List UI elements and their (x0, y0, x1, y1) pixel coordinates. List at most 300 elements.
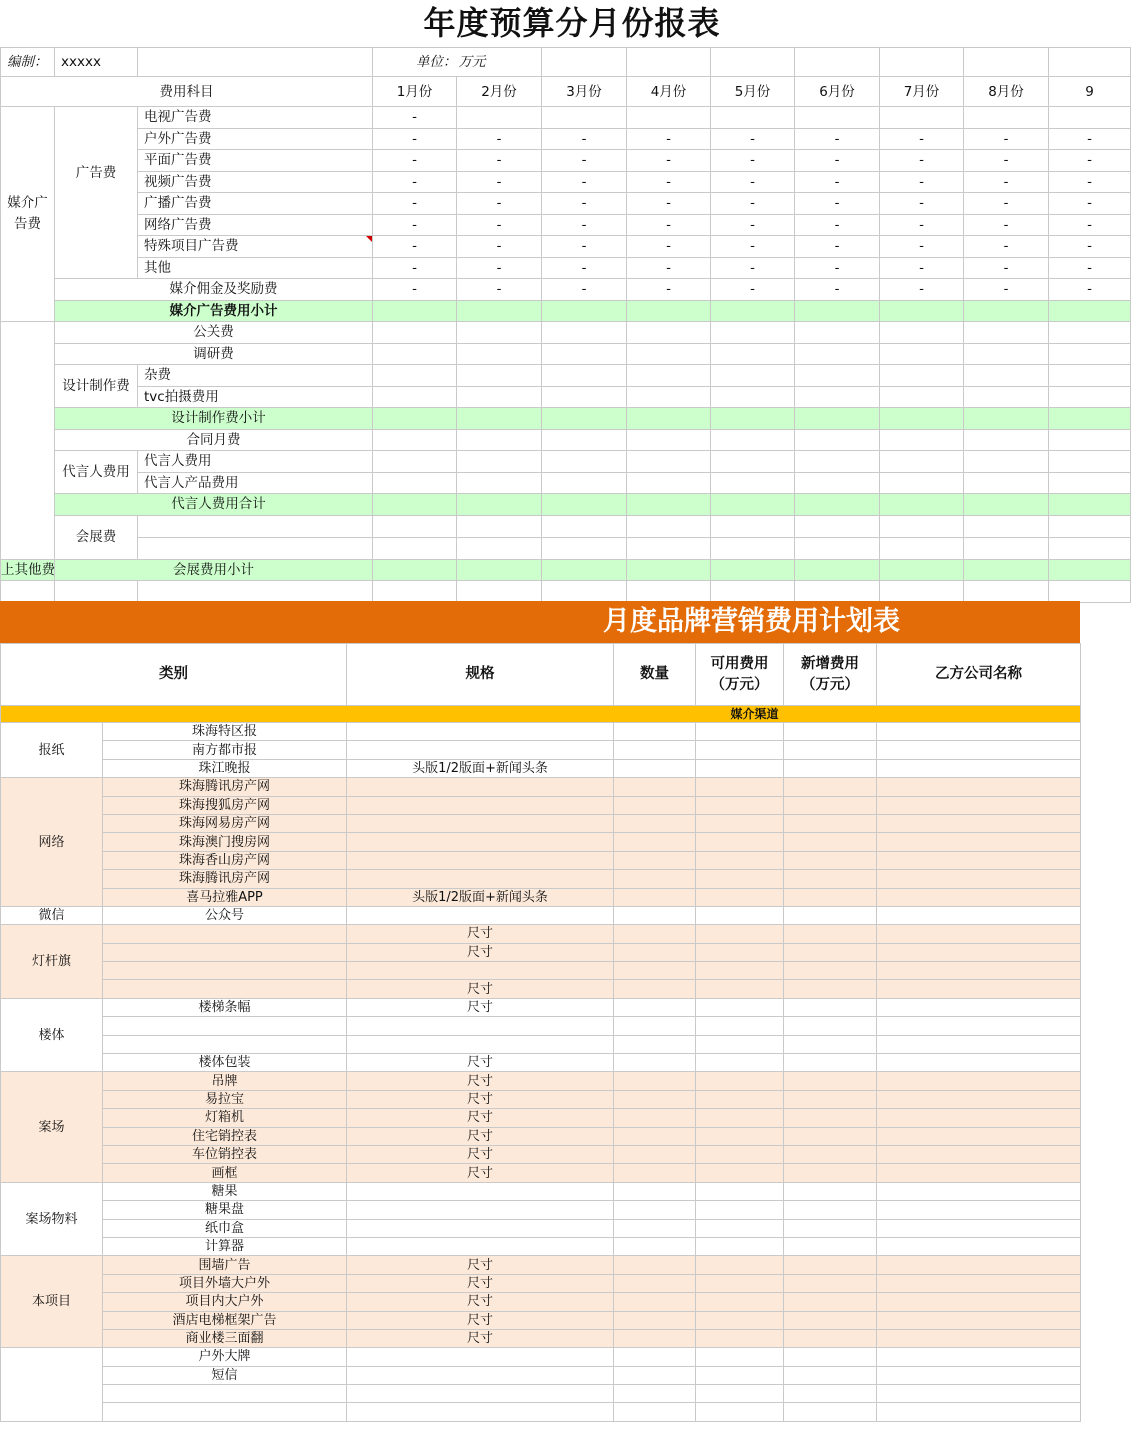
value-cell[interactable] (880, 515, 964, 537)
value-cell[interactable]: - (542, 257, 627, 279)
value-cell[interactable] (1049, 322, 1131, 344)
vendor-cell[interactable] (877, 741, 1081, 759)
spec-cell[interactable]: 尺寸 (347, 998, 614, 1016)
added-cell[interactable] (784, 870, 877, 888)
item-name[interactable]: 喜马拉雅APP (103, 888, 347, 906)
value-cell[interactable] (795, 494, 880, 516)
value-cell[interactable]: - (795, 279, 880, 301)
value-cell[interactable] (542, 365, 627, 387)
added-cell[interactable] (784, 1164, 877, 1182)
added-cell[interactable] (784, 759, 877, 777)
item-name[interactable]: 吊牌 (103, 1072, 347, 1090)
spec-cell[interactable] (347, 1348, 614, 1366)
value-cell[interactable]: - (373, 171, 457, 193)
qty-cell[interactable] (614, 1366, 696, 1384)
value-cell[interactable]: - (1049, 150, 1131, 172)
added-cell[interactable] (784, 1109, 877, 1127)
vendor-cell[interactable] (877, 778, 1081, 796)
value-cell[interactable] (373, 386, 457, 408)
value-cell[interactable]: - (457, 236, 542, 258)
qty-cell[interactable] (614, 833, 696, 851)
value-cell[interactable] (964, 365, 1049, 387)
value-cell[interactable]: - (880, 171, 964, 193)
spec-cell[interactable] (347, 1219, 614, 1237)
qty-cell[interactable] (614, 1145, 696, 1163)
qty-cell[interactable] (614, 759, 696, 777)
available-cell[interactable] (696, 1145, 784, 1163)
value-cell[interactable]: - (795, 128, 880, 150)
qty-cell[interactable] (614, 1237, 696, 1255)
value-cell[interactable] (542, 515, 627, 537)
spec-cell[interactable] (347, 1201, 614, 1219)
value-cell[interactable] (1049, 429, 1131, 451)
value-cell[interactable]: - (542, 171, 627, 193)
value-cell[interactable] (795, 107, 880, 129)
value-cell[interactable]: - (373, 128, 457, 150)
item-name[interactable]: 珠海腾讯房产网 (103, 870, 347, 888)
qty-cell[interactable] (614, 870, 696, 888)
value-cell[interactable] (373, 559, 457, 581)
value-cell[interactable] (627, 300, 711, 322)
value-cell[interactable] (711, 494, 795, 516)
qty-cell[interactable] (614, 1090, 696, 1108)
value-cell[interactable] (795, 559, 880, 581)
vendor-cell[interactable] (877, 1237, 1081, 1255)
value-cell[interactable] (627, 559, 711, 581)
vendor-cell[interactable] (877, 1293, 1081, 1311)
qty-cell[interactable] (614, 814, 696, 832)
value-cell[interactable] (1049, 107, 1131, 129)
vendor-cell[interactable] (877, 1164, 1081, 1182)
vendor-cell[interactable] (877, 1201, 1081, 1219)
value-cell[interactable]: - (457, 257, 542, 279)
item-name[interactable]: 短信 (103, 1366, 347, 1384)
value-cell[interactable]: - (795, 257, 880, 279)
value-cell[interactable] (795, 472, 880, 494)
added-cell[interactable] (784, 1237, 877, 1255)
value-cell[interactable] (880, 107, 964, 129)
spec-cell[interactable] (347, 1385, 614, 1403)
value-cell[interactable] (627, 322, 711, 344)
available-cell[interactable] (696, 1256, 784, 1274)
item-name[interactable] (103, 1403, 347, 1421)
available-cell[interactable] (696, 1201, 784, 1219)
item-name[interactable]: 糖果 (103, 1182, 347, 1200)
value-cell[interactable]: - (373, 279, 457, 301)
spec-cell[interactable] (347, 962, 614, 980)
value-cell[interactable]: - (373, 214, 457, 236)
available-cell[interactable] (696, 796, 784, 814)
qty-cell[interactable] (614, 1109, 696, 1127)
spec-cell[interactable] (347, 741, 614, 759)
vendor-cell[interactable] (877, 1017, 1081, 1035)
qty-cell[interactable] (614, 1403, 696, 1421)
value-cell[interactable] (627, 429, 711, 451)
item-name[interactable] (103, 1035, 347, 1053)
value-cell[interactable] (542, 343, 627, 365)
spec-cell[interactable]: 尺寸 (347, 1256, 614, 1274)
available-cell[interactable] (696, 741, 784, 759)
qty-cell[interactable] (614, 1329, 696, 1347)
value-cell[interactable] (795, 451, 880, 473)
vendor-cell[interactable] (877, 1182, 1081, 1200)
available-cell[interactable] (696, 1054, 784, 1072)
vendor-cell[interactable] (877, 1256, 1081, 1274)
item-name[interactable]: 珠海香山房产网 (103, 851, 347, 869)
spec-cell[interactable] (347, 1237, 614, 1255)
value-cell[interactable]: - (542, 128, 627, 150)
value-cell[interactable] (627, 472, 711, 494)
value-cell[interactable] (880, 472, 964, 494)
added-cell[interactable] (784, 1127, 877, 1145)
item-name[interactable]: 画框 (103, 1164, 347, 1182)
value-cell[interactable]: - (1049, 193, 1131, 215)
value-cell[interactable]: - (880, 257, 964, 279)
vendor-cell[interactable] (877, 906, 1081, 924)
value-cell[interactable] (711, 107, 795, 129)
vendor-cell[interactable] (877, 1329, 1081, 1347)
value-cell[interactable] (795, 537, 880, 559)
value-cell[interactable]: - (627, 257, 711, 279)
spec-cell[interactable]: 尺寸 (347, 1329, 614, 1347)
value-cell[interactable] (542, 107, 627, 129)
vendor-cell[interactable] (877, 814, 1081, 832)
value-cell[interactable] (627, 515, 711, 537)
value-cell[interactable]: - (457, 193, 542, 215)
value-cell[interactable]: - (373, 236, 457, 258)
value-cell[interactable]: - (711, 128, 795, 150)
value-cell[interactable] (964, 408, 1049, 430)
value-cell[interactable] (457, 559, 542, 581)
vendor-cell[interactable] (877, 759, 1081, 777)
item-name[interactable]: 纸巾盒 (103, 1219, 347, 1237)
value-cell[interactable] (373, 494, 457, 516)
value-cell[interactable] (711, 343, 795, 365)
qty-cell[interactable] (614, 851, 696, 869)
available-cell[interactable] (696, 833, 784, 851)
value-cell[interactable]: - (373, 257, 457, 279)
added-cell[interactable] (784, 943, 877, 961)
available-cell[interactable] (696, 1164, 784, 1182)
value-cell[interactable]: - (964, 214, 1049, 236)
available-cell[interactable] (696, 1182, 784, 1200)
value-cell[interactable] (880, 386, 964, 408)
item-name[interactable]: 住宅销控表 (103, 1127, 347, 1145)
added-cell[interactable] (784, 723, 877, 741)
value-cell[interactable] (373, 537, 457, 559)
added-cell[interactable] (784, 814, 877, 832)
available-cell[interactable] (696, 906, 784, 924)
qty-cell[interactable] (614, 998, 696, 1016)
vendor-cell[interactable] (877, 925, 1081, 943)
spec-cell[interactable] (347, 778, 614, 796)
value-cell[interactable] (373, 581, 457, 603)
value-cell[interactable] (627, 494, 711, 516)
value-cell[interactable] (711, 581, 795, 603)
item-name[interactable]: 楼梯条幅 (103, 998, 347, 1016)
available-cell[interactable] (696, 925, 784, 943)
added-cell[interactable] (784, 1054, 877, 1072)
value-cell[interactable]: - (711, 214, 795, 236)
value-cell[interactable] (1049, 365, 1131, 387)
value-cell[interactable] (880, 537, 964, 559)
value-cell[interactable] (457, 494, 542, 516)
qty-cell[interactable] (614, 943, 696, 961)
available-cell[interactable] (696, 1329, 784, 1347)
available-cell[interactable] (696, 814, 784, 832)
spec-cell[interactable] (347, 1017, 614, 1035)
vendor-cell[interactable] (877, 1219, 1081, 1237)
value-cell[interactable]: - (1049, 171, 1131, 193)
value-cell[interactable] (964, 322, 1049, 344)
value-cell[interactable]: - (373, 150, 457, 172)
value-cell[interactable] (542, 537, 627, 559)
value-cell[interactable] (373, 343, 457, 365)
added-cell[interactable] (784, 851, 877, 869)
value-cell[interactable] (1049, 559, 1131, 581)
item-name[interactable]: 南方都市报 (103, 741, 347, 759)
value-cell[interactable]: - (795, 236, 880, 258)
value-cell[interactable] (457, 107, 542, 129)
value-cell[interactable] (880, 581, 964, 603)
value-cell[interactable] (457, 322, 542, 344)
available-cell[interactable] (696, 870, 784, 888)
item-name[interactable]: 珠海澳门搜房网 (103, 833, 347, 851)
value-cell[interactable] (711, 300, 795, 322)
value-cell[interactable] (964, 515, 1049, 537)
value-cell[interactable] (1049, 581, 1131, 603)
value-cell[interactable] (711, 365, 795, 387)
value-cell[interactable]: - (373, 107, 457, 129)
spec-cell[interactable]: 头版1/2版面+新闻头条 (347, 759, 614, 777)
added-cell[interactable] (784, 998, 877, 1016)
value-cell[interactable] (795, 343, 880, 365)
vendor-cell[interactable] (877, 851, 1081, 869)
value-cell[interactable]: - (711, 279, 795, 301)
available-cell[interactable] (696, 1072, 784, 1090)
value-cell[interactable]: - (1049, 279, 1131, 301)
value-cell[interactable] (795, 365, 880, 387)
value-cell[interactable] (964, 343, 1049, 365)
value-cell[interactable] (795, 515, 880, 537)
available-cell[interactable] (696, 1219, 784, 1237)
value-cell[interactable]: - (964, 236, 1049, 258)
vendor-cell[interactable] (877, 1348, 1081, 1366)
value-cell[interactable] (711, 429, 795, 451)
available-cell[interactable] (696, 1293, 784, 1311)
value-cell[interactable] (542, 472, 627, 494)
value-cell[interactable] (964, 581, 1049, 603)
value-cell[interactable] (457, 451, 542, 473)
value-cell[interactable] (457, 429, 542, 451)
value-cell[interactable]: - (964, 257, 1049, 279)
item-name[interactable] (103, 1017, 347, 1035)
value-cell[interactable]: - (542, 193, 627, 215)
value-cell[interactable] (711, 322, 795, 344)
qty-cell[interactable] (614, 1127, 696, 1145)
qty-cell[interactable] (614, 1293, 696, 1311)
vendor-cell[interactable] (877, 1090, 1081, 1108)
available-cell[interactable] (696, 1403, 784, 1421)
value-cell[interactable] (627, 451, 711, 473)
value-cell[interactable]: - (457, 214, 542, 236)
value-cell[interactable] (711, 451, 795, 473)
value-cell[interactable]: - (964, 279, 1049, 301)
value-cell[interactable]: - (627, 128, 711, 150)
value-cell[interactable] (1049, 451, 1131, 473)
value-cell[interactable] (373, 408, 457, 430)
spec-cell[interactable] (347, 1403, 614, 1421)
vendor-cell[interactable] (877, 888, 1081, 906)
spec-cell[interactable]: 尺寸 (347, 1072, 614, 1090)
value-cell[interactable] (1049, 386, 1131, 408)
spec-cell[interactable] (347, 851, 614, 869)
value-cell[interactable]: - (880, 150, 964, 172)
value-cell[interactable]: - (795, 150, 880, 172)
qty-cell[interactable] (614, 741, 696, 759)
value-cell[interactable] (457, 515, 542, 537)
added-cell[interactable] (784, 1090, 877, 1108)
available-cell[interactable] (696, 723, 784, 741)
vendor-cell[interactable] (877, 796, 1081, 814)
vendor-cell[interactable] (877, 1366, 1081, 1384)
added-cell[interactable] (784, 833, 877, 851)
value-cell[interactable] (795, 408, 880, 430)
value-cell[interactable] (542, 322, 627, 344)
value-cell[interactable] (1049, 472, 1131, 494)
value-cell[interactable] (711, 408, 795, 430)
qty-cell[interactable] (614, 1017, 696, 1035)
value-cell[interactable] (795, 581, 880, 603)
item-name[interactable]: 公众号 (103, 906, 347, 924)
qty-cell[interactable] (614, 1164, 696, 1182)
added-cell[interactable] (784, 925, 877, 943)
qty-cell[interactable] (614, 1256, 696, 1274)
value-cell[interactable] (795, 386, 880, 408)
qty-cell[interactable] (614, 1274, 696, 1292)
available-cell[interactable] (696, 1090, 784, 1108)
value-cell[interactable] (457, 343, 542, 365)
value-cell[interactable] (542, 494, 627, 516)
value-cell[interactable]: - (627, 171, 711, 193)
value-cell[interactable] (457, 537, 542, 559)
available-cell[interactable] (696, 1366, 784, 1384)
value-cell[interactable]: - (627, 150, 711, 172)
value-cell[interactable] (964, 472, 1049, 494)
item-name[interactable]: 珠江晚报 (103, 759, 347, 777)
available-cell[interactable] (696, 962, 784, 980)
vendor-cell[interactable] (877, 980, 1081, 998)
vendor-cell[interactable] (877, 870, 1081, 888)
value-cell[interactable]: - (880, 193, 964, 215)
spec-cell[interactable] (347, 814, 614, 832)
value-cell[interactable] (1049, 494, 1131, 516)
available-cell[interactable] (696, 1237, 784, 1255)
item-name[interactable]: 车位销控表 (103, 1145, 347, 1163)
added-cell[interactable] (784, 1017, 877, 1035)
value-cell[interactable] (711, 386, 795, 408)
value-cell[interactable] (964, 559, 1049, 581)
vendor-cell[interactable] (877, 998, 1081, 1016)
value-cell[interactable] (373, 429, 457, 451)
added-cell[interactable] (784, 962, 877, 980)
available-cell[interactable] (696, 1017, 784, 1035)
value-cell[interactable] (627, 581, 711, 603)
qty-cell[interactable] (614, 1348, 696, 1366)
value-cell[interactable]: - (1049, 257, 1131, 279)
value-cell[interactable] (880, 322, 964, 344)
added-cell[interactable] (784, 1145, 877, 1163)
value-cell[interactable] (627, 386, 711, 408)
value-cell[interactable] (880, 365, 964, 387)
value-cell[interactable] (880, 451, 964, 473)
spec-cell[interactable]: 尺寸 (347, 1311, 614, 1329)
added-cell[interactable] (784, 1311, 877, 1329)
available-cell[interactable] (696, 1035, 784, 1053)
value-cell[interactable]: - (964, 171, 1049, 193)
value-cell[interactable] (964, 494, 1049, 516)
value-cell[interactable] (373, 451, 457, 473)
available-cell[interactable] (696, 1274, 784, 1292)
value-cell[interactable]: - (711, 171, 795, 193)
qty-cell[interactable] (614, 962, 696, 980)
spec-cell[interactable]: 尺寸 (347, 1054, 614, 1072)
added-cell[interactable] (784, 1256, 877, 1274)
added-cell[interactable] (784, 741, 877, 759)
added-cell[interactable] (784, 906, 877, 924)
value-cell[interactable] (627, 343, 711, 365)
vendor-cell[interactable] (877, 943, 1081, 961)
spec-cell[interactable]: 尺寸 (347, 1164, 614, 1182)
value-cell[interactable]: - (542, 279, 627, 301)
item-name[interactable]: 户外大牌 (103, 1348, 347, 1366)
spec-cell[interactable]: 尺寸 (347, 980, 614, 998)
qty-cell[interactable] (614, 796, 696, 814)
value-cell[interactable] (711, 537, 795, 559)
spec-cell[interactable]: 尺寸 (347, 925, 614, 943)
vendor-cell[interactable] (877, 1127, 1081, 1145)
item-name[interactable] (103, 1385, 347, 1403)
value-cell[interactable] (627, 107, 711, 129)
available-cell[interactable] (696, 1385, 784, 1403)
value-cell[interactable]: - (964, 128, 1049, 150)
value-cell[interactable]: - (880, 236, 964, 258)
value-cell[interactable] (1049, 515, 1131, 537)
vendor-cell[interactable] (877, 1072, 1081, 1090)
spec-cell[interactable] (347, 870, 614, 888)
spec-cell[interactable] (347, 723, 614, 741)
added-cell[interactable] (784, 1219, 877, 1237)
value-cell[interactable] (964, 107, 1049, 129)
added-cell[interactable] (784, 1274, 877, 1292)
available-cell[interactable] (696, 1348, 784, 1366)
spec-cell[interactable]: 头版1/2版面+新闻头条 (347, 888, 614, 906)
value-cell[interactable] (1049, 343, 1131, 365)
vendor-cell[interactable] (877, 1311, 1081, 1329)
available-cell[interactable] (696, 980, 784, 998)
value-cell[interactable]: - (880, 214, 964, 236)
value-cell[interactable] (795, 322, 880, 344)
value-cell[interactable]: - (711, 193, 795, 215)
value-cell[interactable]: - (457, 128, 542, 150)
value-cell[interactable]: - (373, 193, 457, 215)
qty-cell[interactable] (614, 1311, 696, 1329)
item-name[interactable]: 项目内大户外 (103, 1293, 347, 1311)
value-cell[interactable] (795, 300, 880, 322)
vendor-cell[interactable] (877, 723, 1081, 741)
value-cell[interactable] (373, 515, 457, 537)
spec-cell[interactable] (347, 906, 614, 924)
